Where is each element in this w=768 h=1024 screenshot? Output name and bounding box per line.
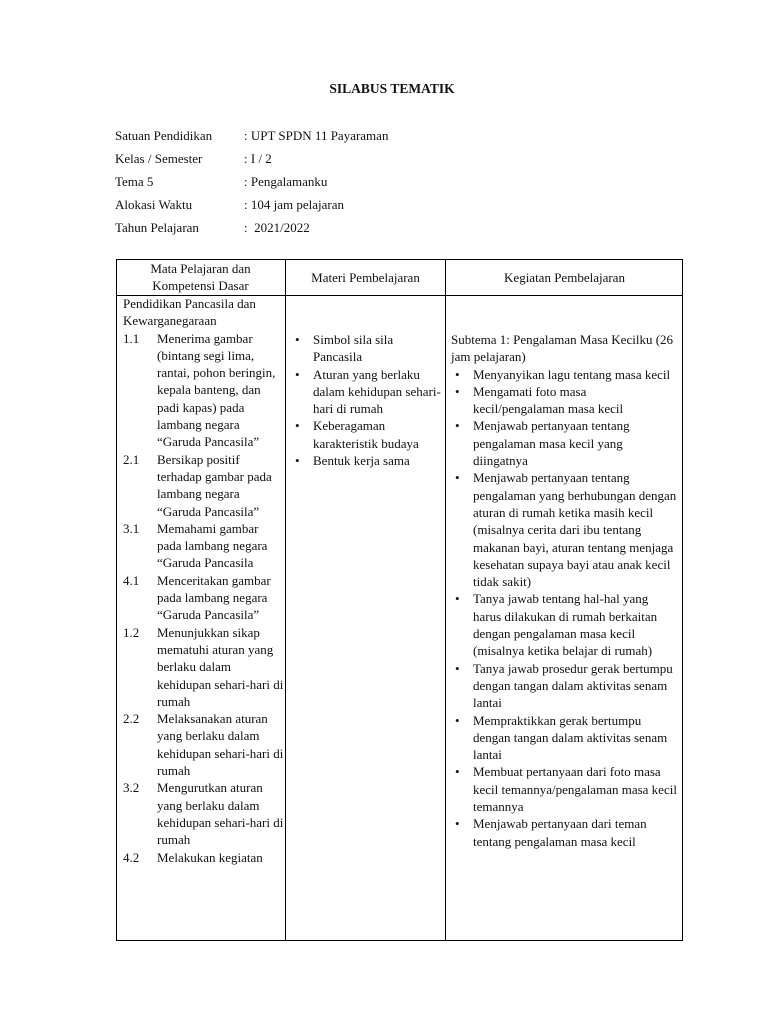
competency-item — [123, 330, 285, 451]
competency-number: 3.1 — [123, 520, 140, 536]
table-border-right — [682, 259, 683, 941]
bullet-icon: • — [455, 591, 460, 607]
activity-text: Menyanyikan lagu tentang masa kecil — [473, 366, 671, 382]
competency-number: 2.2 — [123, 711, 140, 727]
info-value: : 104 jam pelajaran — [244, 197, 344, 212]
competency-text: Memahami gambar pada lambang negara “Garuda Pancasila — [157, 520, 268, 571]
bullet-icon: • — [295, 418, 300, 434]
activity-item — [451, 383, 679, 418]
activity-list — [451, 366, 679, 850]
material-column — [291, 331, 443, 469]
competency-text: Bersikap positif terhadap gambar pada lambang negara “Garuda Pancasila” — [157, 451, 272, 519]
table-border-bottom — [116, 940, 683, 941]
activity-column — [451, 331, 679, 850]
competency-item — [123, 520, 285, 572]
activity-item — [451, 763, 679, 815]
info-label: Tema 5 — [115, 174, 154, 189]
material-item — [291, 417, 443, 452]
competency-item — [123, 624, 285, 710]
info-value: : 2021/2022 — [244, 220, 310, 235]
bullet-icon: • — [455, 383, 460, 399]
competency-number: 3.2 — [123, 780, 140, 796]
competency-item — [123, 572, 285, 624]
competency-number: 4.2 — [123, 849, 140, 865]
info-value: : UPT SPDN 11 Payaraman — [244, 128, 389, 143]
activity-item — [451, 417, 679, 469]
bullet-icon: • — [295, 366, 300, 382]
competency-column — [123, 295, 285, 866]
table-border-left — [116, 259, 117, 941]
subtheme-heading: Subtema 1: Pengalaman Masa Kecilku (26 jam pelajaran) — [451, 332, 674, 365]
activity-item — [451, 660, 679, 712]
material-item — [291, 331, 443, 366]
info-label: Alokasi Waktu — [115, 197, 193, 212]
material-text: Keberagaman karakteristik budaya — [313, 418, 419, 451]
activity-text: Tanya jawab prosedur gerak bertumpu dengan tangan dalam aktivitas senam lantai — [473, 660, 673, 711]
bullet-icon: • — [455, 470, 460, 486]
activity-text: Menjawab pertanyaan tentang pengalaman yang berhubungan dengan aturan di rumah ketika masih kecil (misalnya cerita dari ibu tentang makanan bayi, aturan tentang menjaga kesehatan supaya bayi atau anak kecil tidak sakit) — [473, 470, 677, 590]
material-item — [291, 366, 443, 418]
activity-item — [451, 590, 679, 659]
competency-text: Melakukan kegiatan — [157, 849, 263, 865]
syllabus-table — [116, 259, 683, 941]
document-title: SILABUS TEMATIK — [329, 81, 455, 96]
bullet-icon: • — [455, 366, 460, 382]
activity-text: Menjawab pertanyaan tentang pengalaman masa kecil yang diingatnya — [473, 418, 630, 469]
competency-text: Menceritakan gambar pada lambang negara “Garuda Pancasila” — [157, 572, 271, 623]
competency-text: Menunjukkan sikap mematuhi aturan yang berlaku dalam kehidupan sehari-hari di rumah — [157, 624, 284, 709]
activity-text: Membuat pertanyaan dari foto masa kecil temannya/pengalaman masa kecil temannya — [473, 764, 677, 815]
competency-item — [123, 710, 285, 779]
bullet-icon: • — [295, 453, 300, 469]
competency-text: Mengurutkan aturan yang berlaku dalam kehidupan sehari-hari di rumah — [157, 780, 284, 848]
bullet-icon: • — [455, 764, 460, 780]
bullet-icon: • — [455, 712, 460, 728]
bullet-icon: • — [455, 418, 460, 434]
activity-item — [451, 815, 679, 850]
activity-item — [451, 469, 679, 590]
material-list — [291, 331, 443, 469]
header-activity: Kegiatan Pembelajaran — [504, 269, 625, 285]
column-divider — [445, 259, 446, 941]
subject-name: Pendidikan Pancasila dan Kewarganegaraan — [123, 296, 256, 329]
info-label: Tahun Pelajaran — [115, 220, 199, 235]
info-label: Kelas / Semester — [115, 151, 203, 166]
column-divider — [285, 259, 286, 941]
material-text: Simbol sila sila Pancasila — [313, 332, 394, 365]
info-value: : Pengalamanku — [244, 174, 328, 189]
competency-item — [123, 849, 285, 866]
activity-item — [451, 712, 679, 764]
competency-number: 1.2 — [123, 624, 140, 640]
competency-item — [123, 779, 285, 848]
info-value: : I / 2 — [244, 151, 272, 166]
competency-number: 1.1 — [123, 330, 140, 346]
bullet-icon: • — [455, 816, 460, 832]
info-label: Satuan Pendidikan — [115, 128, 213, 143]
bullet-icon: • — [295, 332, 300, 347]
competency-number: 4.1 — [123, 572, 140, 588]
activity-item — [451, 366, 679, 383]
bullet-icon: • — [455, 660, 460, 676]
activity-text: Mempraktikkan gerak bertumpu dengan tangan dalam aktivitas senam lantai — [473, 712, 668, 763]
material-text: Bentuk kerja sama — [313, 453, 410, 469]
header-text: Kompetensi Dasar — [152, 278, 249, 293]
activity-text: Tanya jawab tentang hal-hal yang harus dilakukan di rumah berkaitan dengan pengalaman masa kecil (misalnya ketika belajar di rumah) — [473, 591, 658, 659]
competency-text: Menerima gambar (bintang segi lima, rantai, pohon beringin, kepala banteng, dan padi kapas) pada lambang negara “Garuda Pancasila” — [157, 330, 276, 450]
header-text: Mata Pelajaran dan — [150, 261, 251, 276]
activity-text: Mengamati foto masa kecil/pengalaman masa kecil — [473, 383, 624, 417]
activity-text: Menjawab pertanyaan dari teman tentang pengalaman masa kecil — [473, 816, 647, 849]
header-material: Materi Pembelajaran — [311, 269, 420, 285]
competency-text: Melaksanakan aturan yang berlaku dalam kehidupan sehari-hari di rumah — [157, 711, 284, 779]
competency-item — [123, 451, 285, 520]
material-item — [291, 452, 443, 469]
competency-number: 2.1 — [123, 451, 140, 467]
header-subject-competency — [116, 259, 285, 295]
material-text: Aturan yang berlaku dalam kehidupan sehari-hari di rumah — [313, 366, 441, 417]
